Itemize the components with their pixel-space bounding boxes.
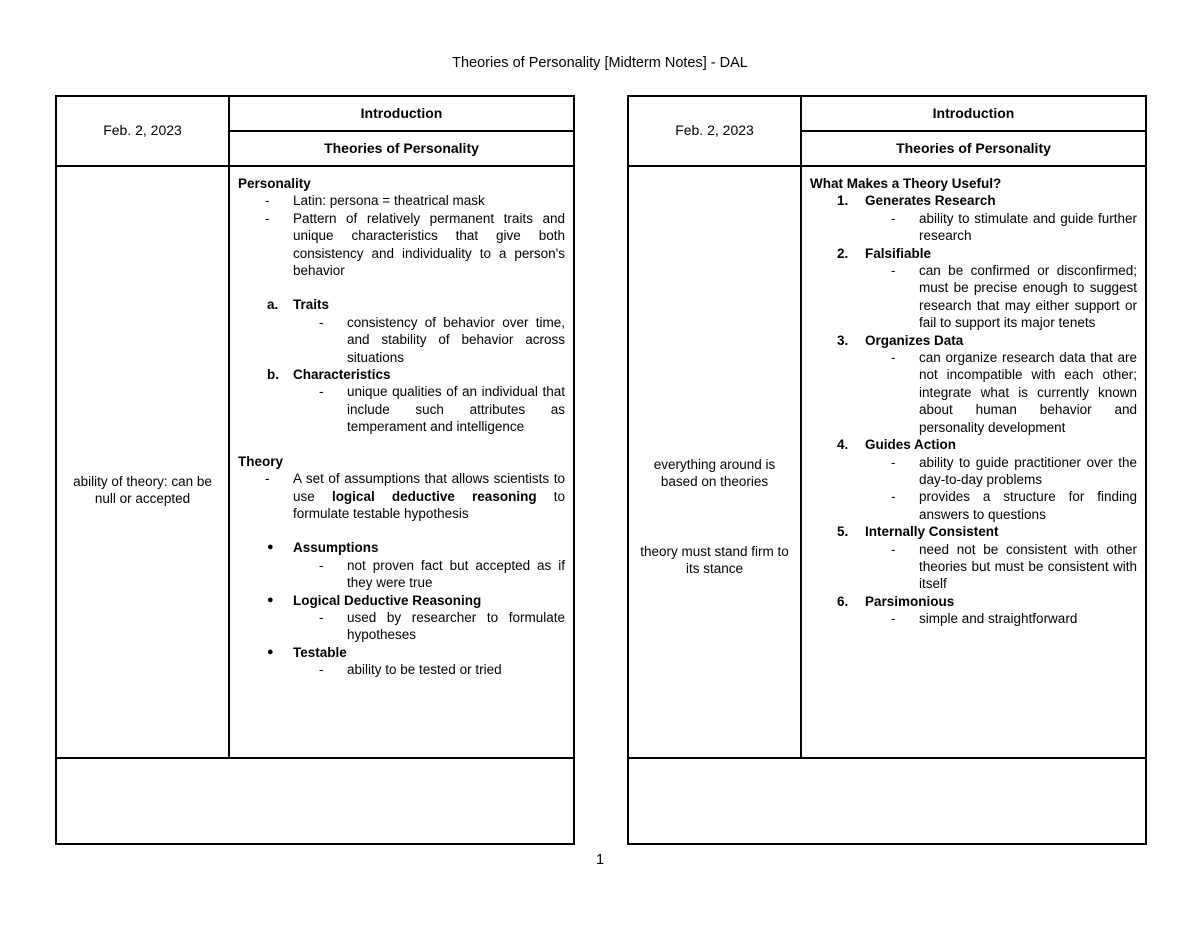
bullet-marker: ● (267, 541, 274, 554)
dash-marker: - (891, 350, 896, 366)
right-cue-column (629, 167, 802, 757)
list-item: - A set of assumptions that allows scientists to use logical deductive reasoning to formulate testable hypothesis (265, 471, 565, 521)
list-item: - Latin: persona = theatrical mask (265, 193, 485, 209)
list-item: - ability to guide practitioner over the day-to-day problems (891, 454, 1137, 487)
list-item: - ability to be tested or tried (319, 662, 502, 678)
right-cue-text: everything around is based on theories (653, 457, 776, 490)
bullet-assumptions: ● Assumptions (267, 540, 379, 556)
bullet-testable: ● Testable (267, 644, 347, 660)
dash-marker: - (319, 314, 324, 330)
bullet-marker: ● (267, 593, 274, 606)
dash-marker: - (319, 384, 324, 400)
left-topic: Introduction (230, 97, 573, 132)
document-title: Theories of Personality [Midterm Notes] - DAL (452, 55, 748, 71)
list-item: - provides a structure for finding answers to questions (891, 489, 1137, 522)
right-topic: Introduction (802, 97, 1145, 132)
theory-heading: Theory (238, 453, 284, 469)
dash-marker: - (891, 611, 896, 627)
dash-marker: - (319, 557, 324, 573)
left-subtopic: Theories of Personality (230, 132, 573, 167)
dash-marker: - (891, 210, 896, 226)
dash-marker: - (891, 541, 896, 557)
list-item: - simple and straightforward (891, 611, 1078, 627)
left-notes-column (230, 167, 573, 757)
page-number: 1 (595, 852, 605, 868)
right-notes-column (802, 167, 1145, 757)
numbered-item: 1. Generates Research (837, 193, 996, 209)
subheading-traits: a. Traits (267, 297, 330, 313)
subheading-characteristics: b. Characteristics (267, 367, 391, 383)
left-date: Feb. 2, 2023 (57, 97, 230, 167)
bullet-logical-deductive-reasoning: ● Logical Deductive Reasoning (267, 592, 482, 608)
numbered-item: 3. Organizes Data (837, 332, 964, 348)
right-date: Feb. 2, 2023 (629, 97, 802, 167)
right-notes-sheet (627, 95, 1147, 845)
list-item: - not proven fact but accepted as if they were true (319, 557, 565, 591)
list-item: - Pattern of relatively permanent traits and unique characteristics that give both consistency and individuality to a person's behavior (265, 210, 565, 279)
numbered-item: 2. Falsifiable (837, 245, 932, 261)
numbered-item: 4. Guides Action (837, 437, 957, 453)
dash-marker: - (891, 489, 896, 505)
bullet-marker: ● (267, 645, 274, 658)
useful-theory-heading: What Makes a Theory Useful? (810, 176, 1002, 191)
left-notes-sheet (55, 95, 575, 845)
list-item: - can be confirmed or disconfirmed; must be precise enough to suggest research that may either support or fail to support its major tenets (891, 263, 1137, 331)
dash-marker: - (319, 609, 324, 625)
dash-marker: - (319, 662, 324, 678)
left-summary-box (57, 757, 573, 843)
personality-heading: Personality (238, 176, 311, 191)
dash-marker: - (891, 263, 896, 279)
left-cue-column (57, 167, 230, 757)
dash-marker: - (265, 210, 270, 226)
dash-marker: - (265, 193, 270, 209)
right-summary-box (629, 757, 1145, 843)
list-item: - unique qualities of an individual that include such attributes as temperament and intelligence (319, 384, 565, 435)
list-item: - consistency of behavior over time, and stability of behavior across situations (319, 314, 565, 365)
list-item: - used by researcher to formulate hypotheses (319, 609, 565, 643)
left-cue-text: ability of theory: can be null or accepted (73, 474, 212, 507)
right-cue-text: theory must stand firm to its stance (640, 544, 789, 577)
list-item: - ability to stimulate and guide further research (891, 210, 1137, 244)
dash-marker: - (265, 471, 270, 487)
right-subtopic: Theories of Personality (802, 132, 1145, 167)
dash-marker: - (891, 454, 896, 470)
numbered-item: 6. Parsimonious (837, 593, 955, 609)
numbered-item: 5. Internally Consistent (837, 524, 999, 540)
list-item: - can organize research data that are not incompatible with each other; integrate what is currently known about human behavior and personality development (891, 350, 1137, 435)
list-item: - need not be consistent with other theories but must be consistent with itself (891, 541, 1137, 592)
